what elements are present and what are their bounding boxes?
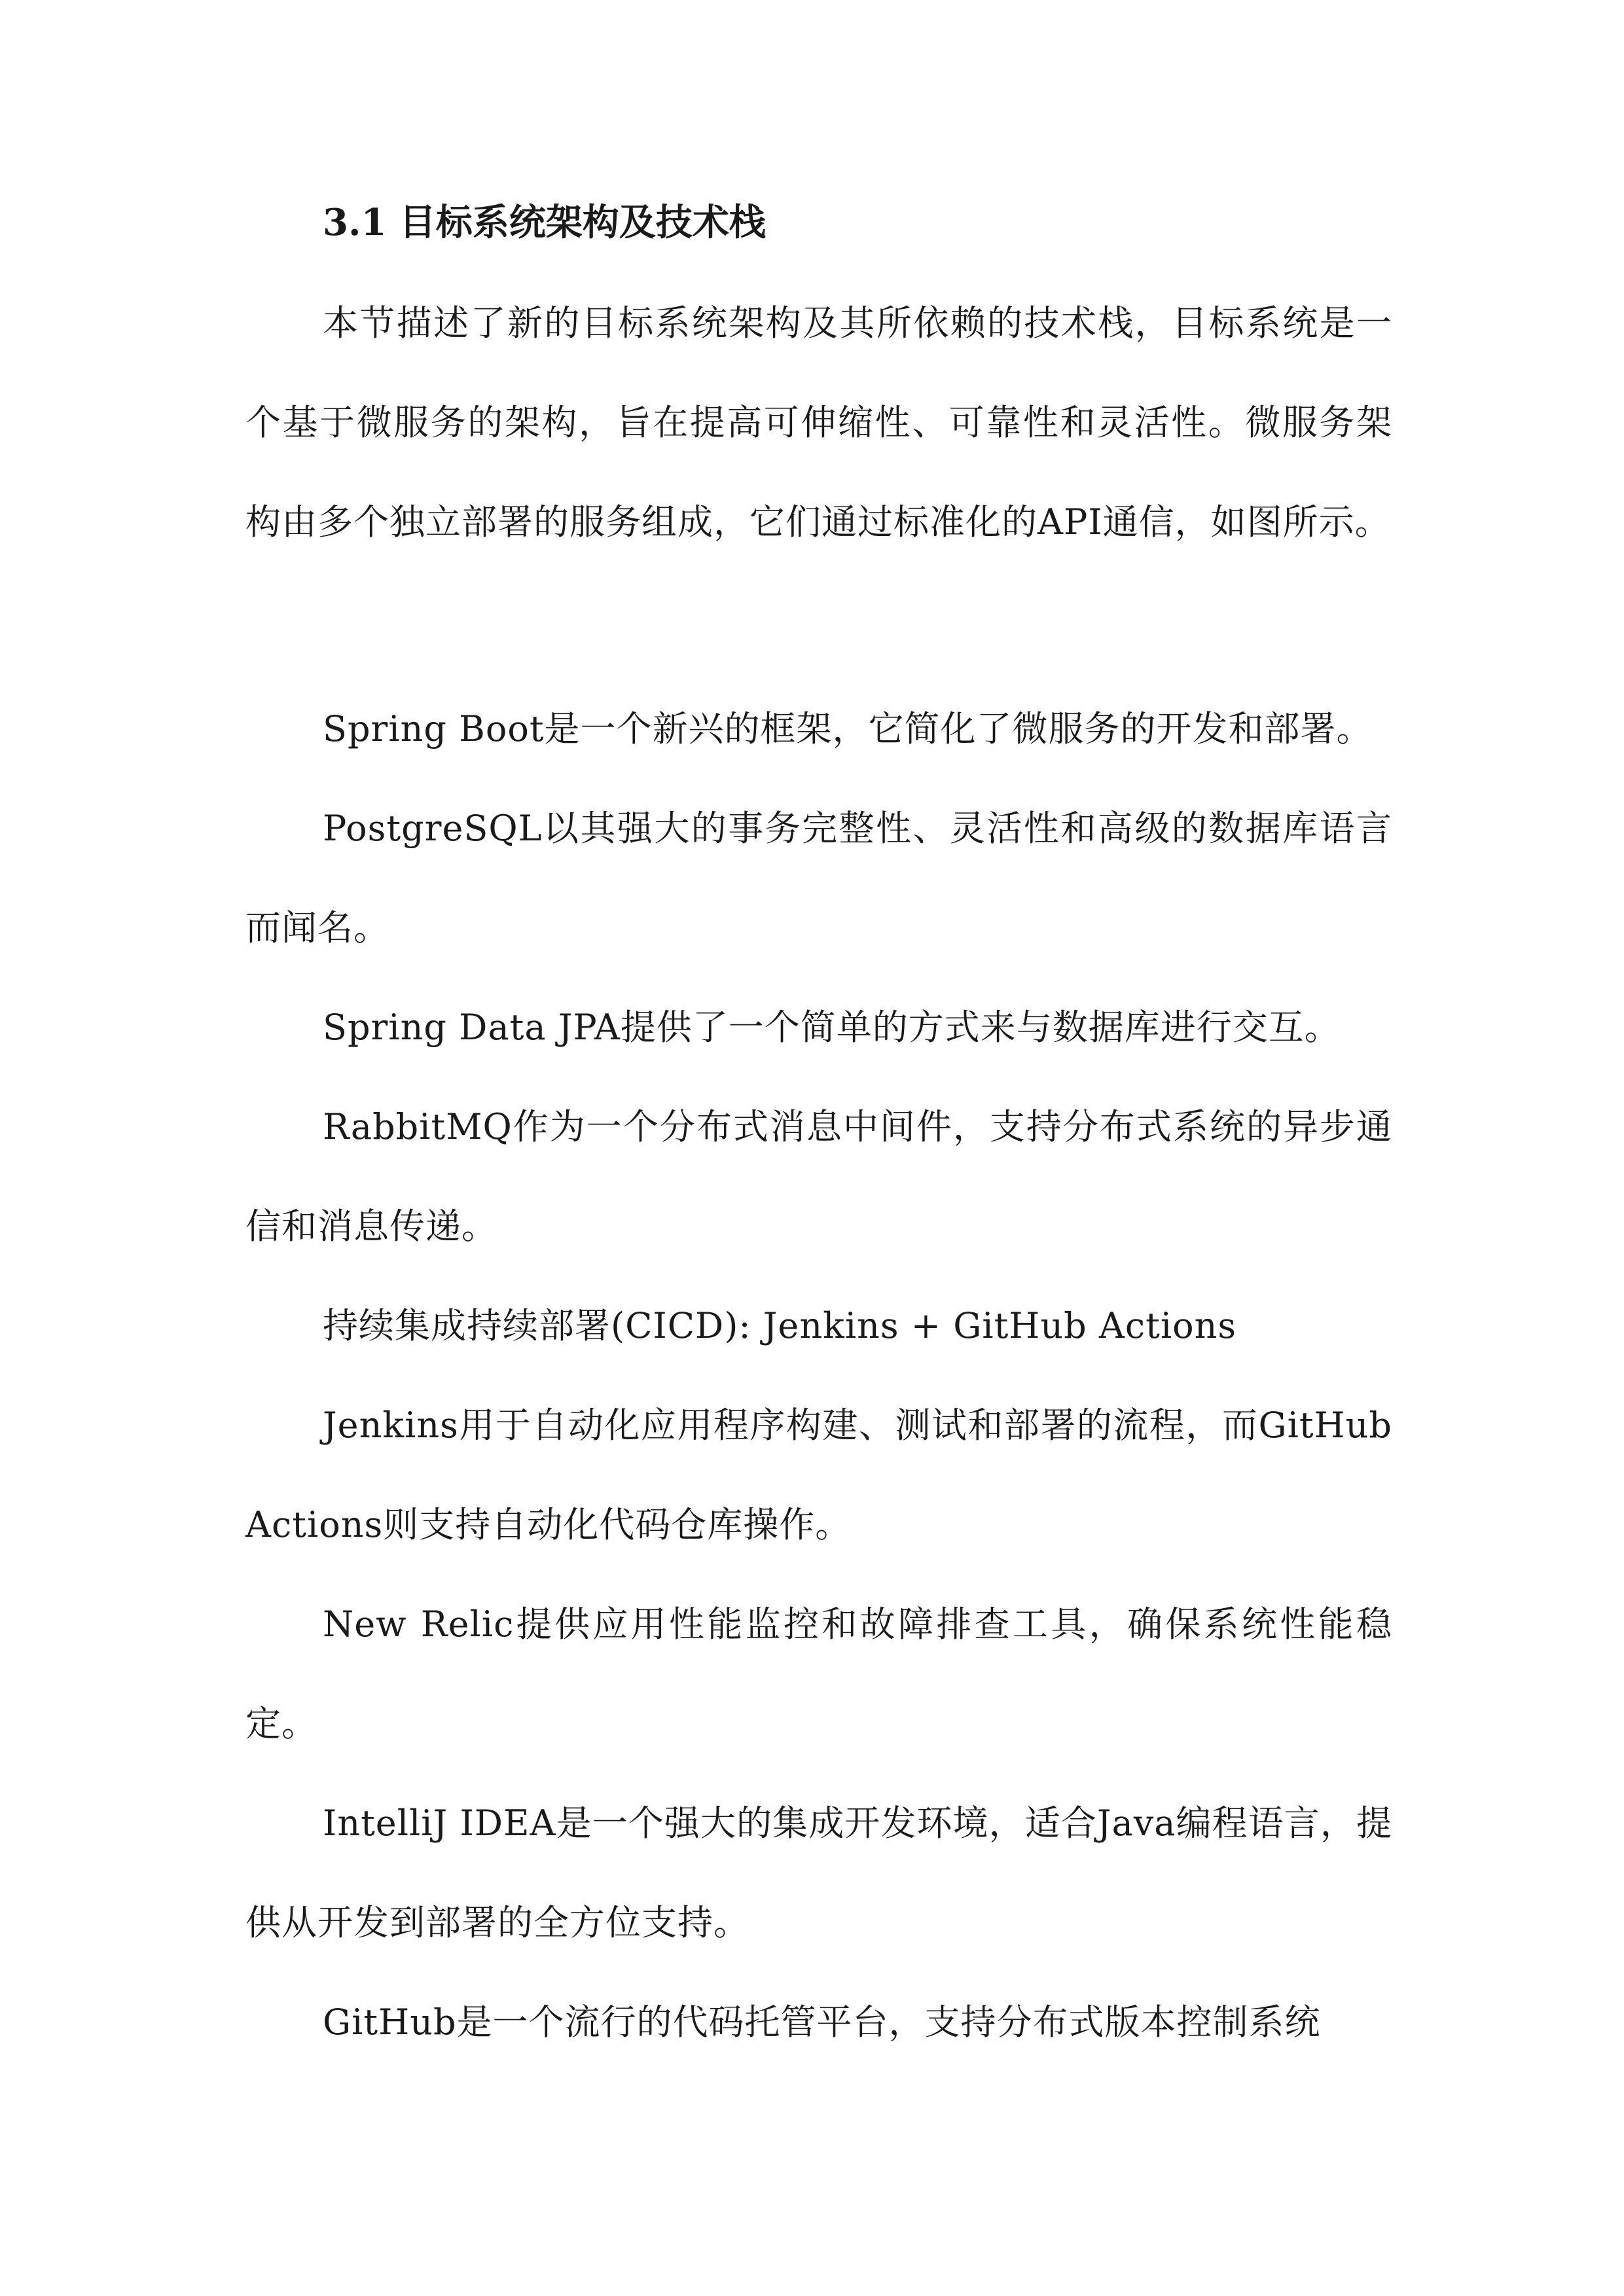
paragraph-architecture: 本节描述了新的目标系统架构及其所依赖的技术栈，目标系统是一个基于微服务的架构，旨在提高可伸缩性、可靠性和灵活性。微服务架构由多个独立部署的服务组成，它们通过标准化的API通信，如图所示。 xyxy=(245,302,1392,543)
paragraph-intellij-idea: IntelliJ IDEA是一个强大的集成开发环境，适合Java编程语言，提供从开发到部署的全方位支持。 xyxy=(245,1803,1392,1943)
paragraph-new-relic: New Relic提供应用性能监控和故障排查工具，确保系统性能稳定。 xyxy=(245,1604,1392,1744)
paragraph-spring-boot: Spring Boot是一个新兴的框架，它简化了微服务的开发和部署。 xyxy=(323,708,1373,749)
paragraph-jenkins: Jenkins用于自动化应用程序构建、测试和部署的流程，而GitHub Actions则支持自动化代码仓库操作。 xyxy=(245,1405,1392,1545)
paragraph-github: GitHub是一个流行的代码托管平台，支持分布式版本控制系统 xyxy=(323,2001,1321,2043)
paragraph-cicd: 持续集成持续部署(CICD): Jenkins + GitHub Actions xyxy=(323,1305,1237,1346)
paragraph-spring-data-jpa: Spring Data JPA提供了一个简单的方式来与数据库进行交互。 xyxy=(323,1007,1341,1048)
section-heading: 3.1 目标系统架构及技术栈 xyxy=(323,201,766,244)
paragraph-postgresql: PostgreSQL以其强大的事务完整性、灵活性和高级的数据库语言而闻名。 xyxy=(245,808,1392,948)
paragraph-rabbitmq: RabbitMQ作为一个分布式消息中间件，支持分布式系统的异步通信和消息传递。 xyxy=(245,1106,1392,1247)
